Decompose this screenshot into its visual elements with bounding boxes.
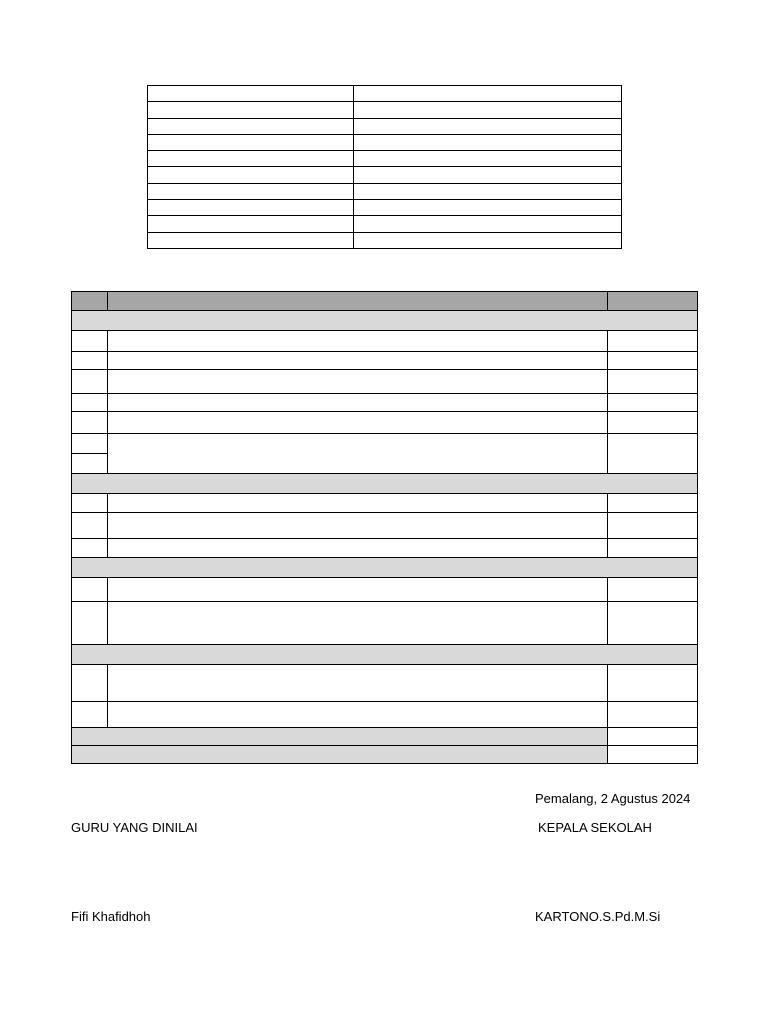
table-row [148,232,622,248]
table-row [72,412,698,434]
table-row [72,394,698,412]
table-row [148,118,622,134]
section-row [72,558,698,578]
identity-table [147,85,622,249]
table-row [72,602,698,645]
final-label-cell [72,746,608,764]
total-row [72,728,698,746]
total-label-cell [72,728,608,746]
table-row [148,216,622,232]
table-row [72,702,698,728]
header-aspect-cell [108,292,608,311]
total-score-cell [608,728,698,746]
table-row [72,665,698,702]
table-row [72,513,698,539]
teacher-role-label: GURU YANG DINILAI [71,820,198,835]
date-line: Pemalang, 2 Agustus 2024 [535,791,691,806]
table-row [148,167,622,183]
table-row [148,134,622,150]
table-row [72,434,698,454]
table-row [72,352,698,370]
assessment-table [71,291,698,764]
principal-name: KARTONO.S.Pd.M.Si [535,909,661,924]
table-row [148,151,622,167]
table-row [72,494,698,513]
table-row [72,539,698,558]
header-score-cell [608,292,698,311]
table-header-row [72,292,698,311]
header-no-cell [72,292,108,311]
table-row [72,370,698,394]
principal-role-label: KEPALA SEKOLAH [538,820,652,835]
table-row [148,200,622,216]
section-row [72,311,698,331]
table-row [148,183,622,199]
table-row [72,578,698,602]
teacher-name: Fifi Khafidhoh [71,909,151,924]
final-row [72,746,698,764]
table-row [148,86,622,102]
table-row [148,102,622,118]
section-row [72,645,698,665]
section-row [72,474,698,494]
table-row [72,331,698,352]
final-score-cell [608,746,698,764]
